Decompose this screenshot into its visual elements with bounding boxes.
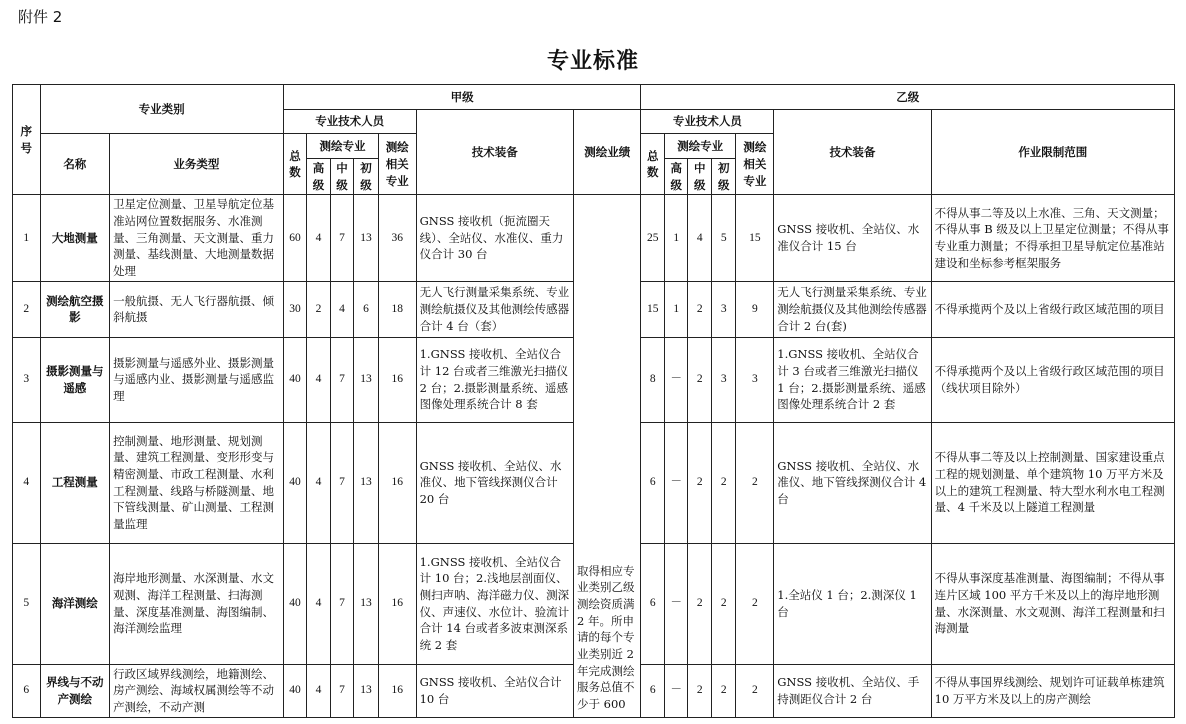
cell-b-senior: － [664, 337, 688, 422]
cell-a-senior: 4 [307, 543, 331, 664]
cell-b-junior: 3 [711, 281, 736, 337]
cell-b-equipment: GNSS 接收机、全站仪、水准仪合计 15 台 [774, 195, 931, 281]
header-b-junior: 初级 [711, 159, 736, 195]
header-a-staff: 专业技术人员 [283, 110, 416, 134]
cell-b-senior: 1 [664, 195, 688, 281]
cell-b-equipment: 1.GNSS 接收机、全站仪合计 3 台或者三维激光扫描仪 1 台；2.摄影测量系统、遥感图像处理系统合计 2 套 [774, 337, 931, 422]
cell-a-equipment: GNSS 接收机（扼流圈天线）、全站仪、水准仪、重力仪合计 30 台 [416, 195, 573, 281]
cell-a-senior: 4 [307, 422, 331, 543]
cell-seq: 6 [13, 664, 41, 717]
header-b-senior: 高级 [664, 159, 688, 195]
cell-b-middle: 2 [688, 664, 712, 717]
cell-a-junior: 6 [354, 281, 379, 337]
cell-b-junior: 2 [711, 422, 736, 543]
cell-b-senior: － [664, 422, 688, 543]
cell-scope: 不得承揽两个及以上省级行政区域范围的项目 [931, 281, 1174, 337]
cell-a-junior: 13 [354, 195, 379, 281]
cell-business: 卫星定位测量、卫星导航定位基准站网位置数据服务、水准测量、三角测量、天文测量、重力测量、基线测量、大地测量数据处理 [110, 195, 284, 281]
cell-a-equipment: 无人飞行测量采集系统、专业测绘航摄仪及其他测绘传感器合计 4 台（套） [416, 281, 573, 337]
cell-a-total: 40 [283, 337, 307, 422]
cell-b-equipment: 1.全站仪 1 台；2.测深仪 1 台 [774, 543, 931, 664]
header-grade-b: 乙级 [641, 85, 1175, 110]
cell-a-middle: 7 [330, 422, 354, 543]
header-business: 业务类型 [110, 134, 284, 195]
cell-a-junior: 13 [354, 422, 379, 543]
cell-b-junior: 2 [711, 664, 736, 717]
cell-name: 测绘航空摄影 [40, 281, 109, 337]
cell-b-senior: － [664, 543, 688, 664]
cell-a-junior: 13 [354, 543, 379, 664]
cell-b-total: 6 [641, 543, 665, 664]
cell-b-middle: 4 [688, 195, 712, 281]
cell-a-related: 18 [378, 281, 416, 337]
cell-a-senior: 4 [307, 195, 331, 281]
header-grade-a: 甲级 [283, 85, 641, 110]
cell-name: 摄影测量与遥感 [40, 337, 109, 422]
cell-b-total: 6 [641, 422, 665, 543]
cell-b-middle: 2 [688, 337, 712, 422]
cell-b-equipment: 无人飞行测量采集系统、专业测绘航摄仪及其他测绘传感器合计 2 台(套) [774, 281, 931, 337]
cell-a-total: 40 [283, 543, 307, 664]
cell-a-related: 16 [378, 337, 416, 422]
cell-scope: 不得从事二等及以上水准、三角、天文测量；不得从事 B 级及以上卫星定位测量；不得从事专业重力测量；不得承担卫星导航定位基准站建设和坐标参考框架服务 [931, 195, 1174, 281]
cell-b-junior: 5 [711, 195, 736, 281]
cell-seq: 1 [13, 195, 41, 281]
cell-a-total: 60 [283, 195, 307, 281]
cell-business: 海岸地形测量、水深测量、水文观测、海洋工程测量、扫海测量、深度基准测量、海图编制、海洋测绘监理 [110, 543, 284, 664]
cell-seq: 2 [13, 281, 41, 337]
cell-b-related: 2 [736, 422, 774, 543]
standards-table [12, 84, 1175, 718]
document-title: 专业标准 [546, 49, 639, 74]
cell-seq: 4 [13, 422, 41, 543]
header-a-performance: 测绘业绩 [573, 110, 640, 195]
cell-a-related: 16 [378, 664, 416, 717]
cell-a-middle: 4 [330, 281, 354, 337]
cell-performance-merged: 取得相应专业类别乙级测绘资质满 2 年。所申请的每个专业类别近 2 年完成测绘服务总值不少于 600 [573, 195, 640, 717]
cell-scope: 不得从事国界线测绘、规划许可证载单栋建筑 10 万平方米及以上的房产测绘 [931, 664, 1174, 717]
cell-a-senior: 4 [307, 337, 331, 422]
cell-b-junior: 3 [711, 337, 736, 422]
cell-a-middle: 7 [330, 664, 354, 717]
cell-seq: 5 [13, 543, 41, 664]
cell-b-equipment: GNSS 接收机、全站仪、水准仪、地下管线探测仪合计 4 台 [774, 422, 931, 543]
cell-name: 工程测量 [40, 422, 109, 543]
cell-b-junior: 2 [711, 543, 736, 664]
cell-scope: 不得从事深度基准测量、海图编制；不得从事连片区域 100 平方千米及以上的海岸地形测量、水深测量、水文观测、海洋工程测量和扫海测量 [931, 543, 1174, 664]
header-b-related: 测绘相关专业 [736, 134, 774, 195]
header-name: 名称 [40, 134, 109, 195]
header-a-related: 测绘相关专业 [378, 134, 416, 195]
cell-seq: 3 [13, 337, 41, 422]
cell-a-middle: 7 [330, 543, 354, 664]
cell-a-senior: 4 [307, 664, 331, 717]
header-a-equipment: 技术装备 [416, 110, 573, 195]
cell-b-total: 25 [641, 195, 665, 281]
cell-b-total: 15 [641, 281, 665, 337]
cell-name: 大地测量 [40, 195, 109, 281]
cell-a-equipment: 1.GNSS 接收机、全站仪合计 10 台；2.浅地层剖面仪、侧扫声呐、海洋磁力仪、测深仪、声速仪、水位计、验流计合计 14 台或者多波束测深系统 2 套 [416, 543, 573, 664]
cell-a-total: 30 [283, 281, 307, 337]
header-a-total: 总数 [283, 134, 307, 195]
cell-a-middle: 7 [330, 195, 354, 281]
header-b-staff: 专业技术人员 [641, 110, 774, 134]
cell-b-equipment: GNSS 接收机、全站仪、手持测距仪合计 2 台 [774, 664, 931, 717]
header-seq: 序号 [13, 85, 41, 195]
cell-b-middle: 2 [688, 281, 712, 337]
cell-scope: 不得从事二等及以上控制测量、国家建设重点工程的规划测量、单个建筑物 10 万平方米及以上的建筑工程测量、特大型水利水电工程测量、4 千米及以上隧道工程测量 [931, 422, 1174, 543]
cell-b-related: 3 [736, 337, 774, 422]
cell-name: 海洋测绘 [40, 543, 109, 664]
header-a-major: 测绘专业 [307, 134, 379, 159]
header-category: 专业类别 [40, 85, 283, 134]
cell-b-middle: 2 [688, 543, 712, 664]
cell-scope: 不得承揽两个及以上省级行政区域范围的项目（线状项目除外） [931, 337, 1174, 422]
cell-a-total: 40 [283, 422, 307, 543]
cell-b-total: 8 [641, 337, 665, 422]
cell-b-total: 6 [641, 664, 665, 717]
header-b-major: 测绘专业 [664, 134, 736, 159]
cell-b-senior: － [664, 664, 688, 717]
cell-a-junior: 13 [354, 664, 379, 717]
header-scope: 作业限制范围 [931, 110, 1174, 195]
cell-a-related: 36 [378, 195, 416, 281]
table-row [13, 195, 1175, 281]
cell-b-middle: 2 [688, 422, 712, 543]
cell-business: 控制测量、地形测量、规划测量、建筑工程测量、变形形变与精密测量、市政工程测量、水利工程测量、线路与桥隧测量、地下管线测量、矿山测量、工程测量监理 [110, 422, 284, 543]
cell-a-middle: 7 [330, 337, 354, 422]
cell-name: 界线与不动产测绘 [40, 664, 109, 717]
cell-a-senior: 2 [307, 281, 331, 337]
cell-a-junior: 13 [354, 337, 379, 422]
cell-business: 一般航摄、无人飞行器航摄、倾斜航摄 [110, 281, 284, 337]
cell-a-related: 16 [378, 543, 416, 664]
cell-b-senior: 1 [664, 281, 688, 337]
cell-b-related: 15 [736, 195, 774, 281]
cell-a-total: 40 [283, 664, 307, 717]
cell-b-related: 2 [736, 543, 774, 664]
header-b-middle: 中级 [688, 159, 712, 195]
cell-business: 行政区域界线测绘，地籍测绘、房产测绘、海域权属测绘等不动产测绘，不动产测 [110, 664, 284, 717]
cell-a-related: 16 [378, 422, 416, 543]
cell-a-equipment: GNSS 接收机、全站仪、水准仪、地下管线探测仪合计 20 台 [416, 422, 573, 543]
cell-a-equipment: GNSS 接收机、全站仪合计 10 台 [416, 664, 573, 717]
cell-b-related: 2 [736, 664, 774, 717]
header-a-junior: 初级 [354, 159, 379, 195]
cell-b-related: 9 [736, 281, 774, 337]
header-a-middle: 中级 [330, 159, 354, 195]
header-b-equipment: 技术装备 [774, 110, 931, 195]
cell-business: 摄影测量与遥感外业、摄影测量与遥感内业、摄影测量与遥感监理 [110, 337, 284, 422]
header-b-total: 总数 [641, 134, 665, 195]
header-a-senior: 高级 [307, 159, 331, 195]
annex-label: 附件 2 [18, 8, 63, 26]
cell-a-equipment: 1.GNSS 接收机、全站仪合计 12 台或者三维激光扫描仪 2 台；2.摄影测量系统、遥感图像处理系统合计 8 套 [416, 337, 573, 422]
